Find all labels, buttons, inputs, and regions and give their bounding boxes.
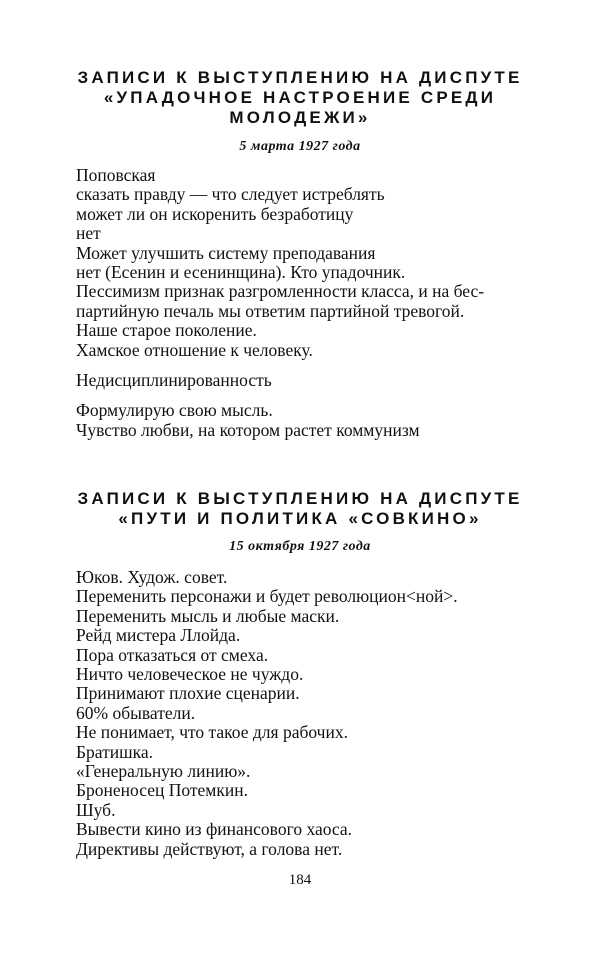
note-line: Не понимает, что такое для рабочих. <box>76 722 348 743</box>
note-line: партийную печаль мы ответим партийной тревогой. <box>76 300 465 321</box>
section-2-heading-line: «ПУТИ И ПОЛИТИКА «СОВКИНО» <box>118 509 482 528</box>
section-1-notes <box>76 166 546 440</box>
note-line: Ничто человеческое не чуждо. <box>76 664 304 685</box>
section-2-heading-line: ЗАПИСИ К ВЫСТУПЛЕНИЮ НА ДИСПУТЕ <box>77 489 523 508</box>
note-line: Рейд мистера Ллойда. <box>76 625 241 646</box>
note-line: Чувство любви, на котором растет коммунизм <box>76 419 420 440</box>
note-line: Юков. Худож. совет. <box>76 567 228 587</box>
note-line: Хамское отношение к человеку. <box>76 339 313 360</box>
page-number: 184 <box>288 872 312 888</box>
note-line: Недисциплинированность <box>76 370 272 391</box>
note-line: Директивы действуют, а голова нет. <box>76 838 343 859</box>
section-1-heading-line: «УПАДОЧНОЕ НАСТРОЕНИЕ СРЕДИ <box>103 88 497 107</box>
section-1-date: 5 марта 1927 года <box>239 139 361 154</box>
note-line: Переменить мысль и любые маски. <box>76 605 340 626</box>
note-line: Переменить персонажи и будет революцион<ной>. <box>76 586 458 607</box>
note-line: Принимают плохие сценарии. <box>76 683 300 704</box>
note-line: Вывести кино из финансового хаоса. <box>76 819 353 840</box>
note-line: нет <box>76 223 101 244</box>
section-2-date: 15 октября 1927 года <box>229 539 371 554</box>
note-line: Братишка. <box>76 741 153 762</box>
note-line: может ли он искоренить безработицу <box>76 203 354 224</box>
section-1-heading-line: МОЛОДЕЖИ» <box>229 108 371 127</box>
note-line: Наше старое поколение. <box>76 320 257 341</box>
note-line: Формулирую свою мысль. <box>76 400 273 421</box>
note-line: Пессимизм признак разгромленности класса, и на бес- <box>76 281 485 302</box>
note-line: 60% обыватели. <box>76 702 196 723</box>
note-line: сказать правду — что следует истреблять <box>76 184 385 205</box>
section-1-heading <box>60 68 540 128</box>
note-line: «Генеральную линию». <box>76 761 251 782</box>
note-line: нет (Есенин и есенинщина). Кто упадочник. <box>76 262 406 283</box>
section-1-heading-line: ЗАПИСИ К ВЫСТУПЛЕНИЮ НА ДИСПУТЕ <box>77 68 523 87</box>
note-line: Броненосец Потемкин. <box>76 780 248 801</box>
section-2-notes <box>76 568 546 859</box>
note-line: Поповская <box>76 165 156 185</box>
note-line: Шуб. <box>76 799 116 820</box>
note-line: Может улучшить систему преподавания <box>76 242 376 263</box>
note-line: Пора отказаться от смеха. <box>76 644 269 665</box>
section-2-heading <box>60 489 540 529</box>
